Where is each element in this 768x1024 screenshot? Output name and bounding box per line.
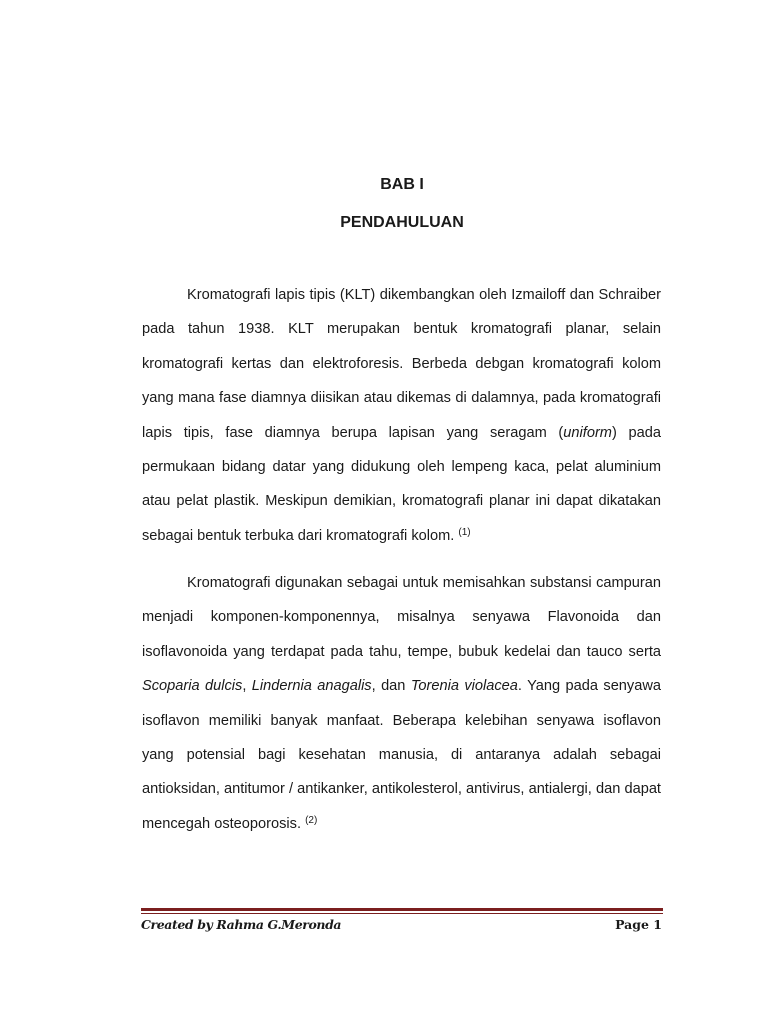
paragraph-2-separator-2: , dan: [371, 678, 411, 695]
chapter-title: PENDAHULUAN: [340, 214, 464, 231]
species-name-3: Torenia violacea: [410, 678, 518, 695]
reference-1: (1): [458, 526, 471, 538]
paragraph-2-text-a: Kromatografi digunakan sebagai untuk memisahkan substansi campuran menjadi komponen-komponennya, misalnya senyawa Flavonoida dan isoflavonoida yang terdapat pada tahu, tempe, bubuk kedelai dan tauco serta: [142, 575, 661, 660]
species-name-1: Scoparia dulcis: [142, 678, 243, 695]
footer-rule-thin: [141, 913, 663, 914]
paragraph-2-text-b: . Yang pada senyawa isoflavon memiliki banyak manfaat. Beberapa kelebihan senyawa isoflavon yang potensial bagi kesehatan manusia, di antaranya adalah sebagai antioksidan, antitumor / antikanker, antikolesterol, antivirus, antialergi, dan dapat mencegah osteoporosis.: [142, 678, 661, 832]
species-name-2: Lindernia anagalis: [251, 678, 372, 695]
paragraph-1-text-a: Kromatografi lapis tipis (KLT) dikembangkan oleh Izmailoff dan Schraiber pada tahun 1938. KLT merupakan bentuk kromatografi planar, selain kromatografi kertas dan elektroforesis. Berbeda debgan kromatografi kolom yang mana fase diamnya diisikan atau dikemas di dalamnya, pada kromatografi lapis tipis, fase diamnya berupa lapisan yang seragam (: [142, 287, 661, 441]
paragraph-2: [142, 566, 661, 841]
footer-page-number: Page 1: [615, 917, 662, 932]
footer-rule-thick: [141, 908, 663, 911]
reference-2: (2): [305, 814, 318, 826]
paragraph-1-text-b: ) pada permukaan bidang datar yang didukung oleh lempeng kaca, pelat aluminium atau pelat plastik. Meskipun demikian, kromatografi planar ini dapat dikatakan sebagai bentuk terbuka dari kromatografi kolom.: [142, 424, 661, 544]
paragraph-1: [142, 278, 661, 553]
footer-author: Created by Rahma G.Meronda: [141, 917, 342, 932]
chapter-number: BAB I: [380, 176, 424, 193]
paragraph-1-italic-term: uniform: [563, 424, 612, 441]
paragraph-2-separator-1: ,: [242, 678, 252, 695]
